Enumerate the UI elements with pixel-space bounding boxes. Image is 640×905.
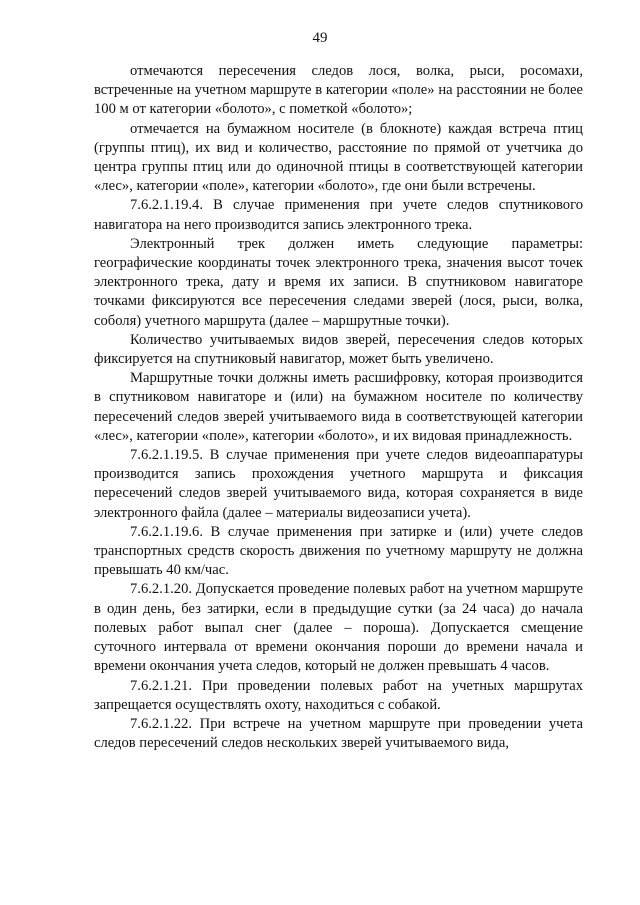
page-number: 49 xyxy=(312,30,328,46)
paragraph: 7.6.2.1.19.4. В случае применения при учете следов спутникового навигатора на него производится запись электронного трека. xyxy=(94,197,583,233)
paragraph: Количество учитываемых видов зверей, пересечения следов которых фиксируется на спутниковый навигатор, может быть увеличено. xyxy=(94,331,583,368)
paragraph: 7.6.2.1.22. При встрече на учетном маршруте при проведении учета следов пересечений следов нескольких зверей учитываемого вида, xyxy=(94,715,583,752)
paragraph: отмечаются пересечения следов лося, волка, рыси, росомахи, встреченные на учетном маршруте в категории «поле» на расстоянии не более 100 м от категории «болото», с пометкой «болото»; xyxy=(94,63,583,118)
paragraph: Маршрутные точки должны иметь расшифровку, которая производится в спутниковом навигаторе и (или) на бумажном носителе по количеству пересечений следов зверей учитываемого вида в соответствующей категории «лес», категории «поле», категории «болото», и их видовая принадлежность. xyxy=(94,370,583,444)
paragraph: 7.6.2.1.19.6. В случае применения при затирке и (или) учете следов транспортных средств скорость движения по учетному маршруту не должна превышать 40 км/час. xyxy=(94,523,583,579)
paragraph: 7.6.2.1.20. Допускается проведение полевых работ на учетном маршруте в один день, без затирки, если в предыдущие сутки (за 24 часа) до начала полевых работ выпал снег (далее – пороша). Допускается смещение суточного интервала от времени окончания пороши до времени начала и времени окончания учета следов, который не должен превышать 4 часов. xyxy=(94,581,583,675)
paragraph: отмечается на бумажном носителе (в блокноте) каждая встреча птиц (группы птиц), их вид и количество, расстояние по прямой от учетчика до центра группы птиц или до одиночной птицы в соответствующей категории «лес», категории «поле», категории «болото», где они были встречены. xyxy=(94,120,583,195)
paragraph: 7.6.2.1.19.5. В случае применения при учете следов видеоаппаратуры производится запись прохождения учетного маршрута и фиксация пересечений следов зверей учитываемого вида, которая сохраняется в виде электронного файла (далее – материалы видеозаписи учета). xyxy=(94,447,583,521)
document-body xyxy=(94,62,583,753)
paragraph: Электронный трек должен иметь следующие параметры: географические координаты точек электронного трека, значения высот точек электронного трека, дату и время их записи. В спутниковом навигаторе точками фиксируются все пересечения следами зверей (лося, рыси, волка, соболя) учетного маршрута (далее – маршрутные точки). xyxy=(94,235,583,329)
paragraph: 7.6.2.1.21. При проведении полевых работ на учетных маршрутах запрещается осуществлять охоту, находиться с собакой. xyxy=(94,677,583,713)
